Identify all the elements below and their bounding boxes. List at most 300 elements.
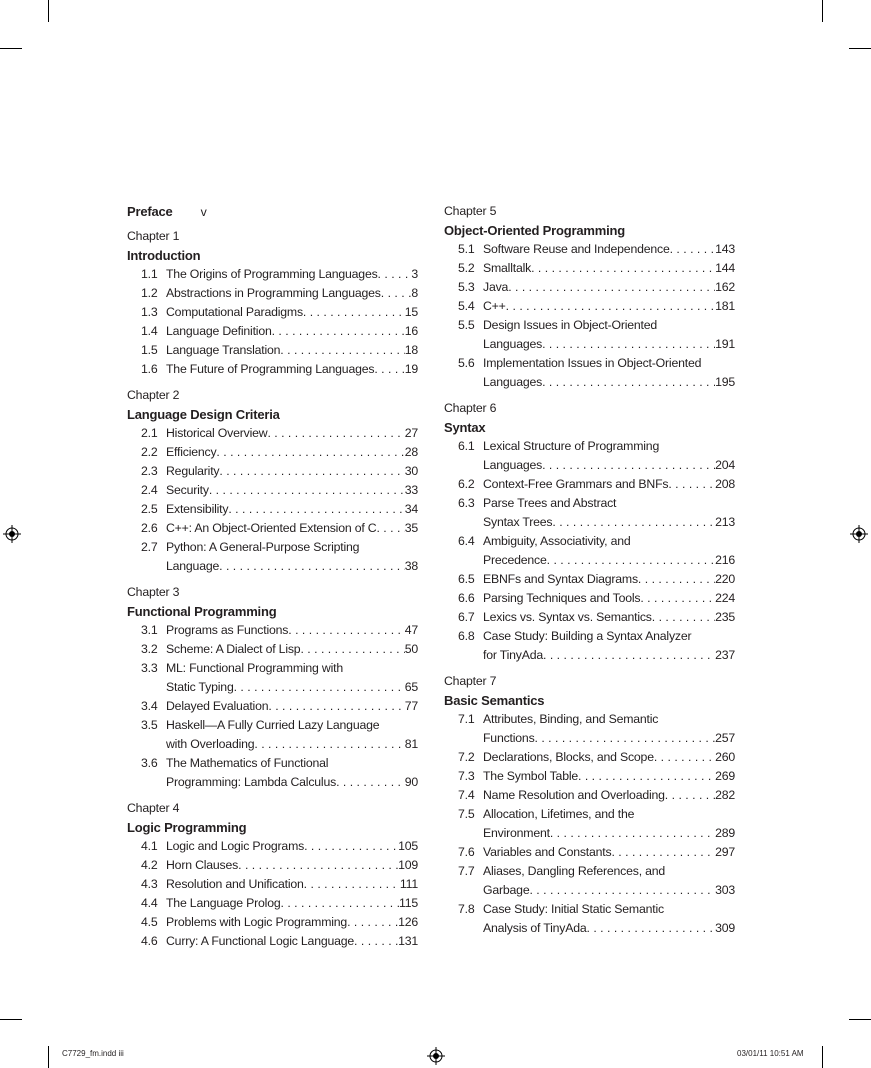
section-title-continued: Functions	[483, 731, 535, 745]
section-title: Language Translation	[166, 343, 281, 357]
toc-entry	[127, 894, 418, 913]
toc-entry-line	[141, 557, 418, 576]
dot-leader	[280, 341, 404, 360]
dot-leader	[228, 500, 404, 519]
section-number: 4.5	[141, 915, 158, 929]
section-number: 3.4	[141, 699, 158, 713]
toc-entry-line	[458, 710, 735, 729]
dot-leader	[254, 735, 404, 754]
page-number: 195	[715, 375, 735, 389]
section-title: Smalltalk	[483, 261, 532, 275]
toc-entry-line	[458, 494, 735, 513]
chapter-title: Logic Programming	[127, 820, 247, 835]
toc-entry	[127, 322, 418, 341]
section-title: The Mathematics of Functional	[166, 756, 329, 770]
toc-left-column	[127, 202, 418, 958]
toc-entry-line	[458, 646, 735, 665]
footer-timestamp: 03/01/11 10:51 AM	[737, 1049, 804, 1058]
page-number: 35	[404, 521, 418, 535]
section-number: 6.1	[458, 439, 475, 453]
dot-leader	[219, 557, 405, 576]
section-title: Logic and Logic Programs	[166, 839, 305, 853]
section-title: Scheme: A Dialect of Lisp	[166, 642, 301, 656]
section-title: Historical Overview	[166, 426, 268, 440]
page-number: 8	[411, 286, 418, 300]
dot-leader	[529, 881, 715, 900]
section-title: Context-Free Grammars and BNFs	[483, 477, 669, 491]
toc-entry-line	[141, 773, 418, 792]
chapter-block	[444, 399, 735, 665]
chapter-block	[127, 583, 418, 792]
dot-leader	[611, 843, 715, 862]
toc-entry-line	[141, 678, 418, 697]
section-title: C++: An Object-Oriented Extension of C	[166, 521, 377, 535]
toc-entry	[127, 341, 418, 360]
chapter-title: Language Design Criteria	[127, 407, 280, 422]
dot-leader	[587, 919, 716, 938]
section-title: Case Study: Building a Syntax Analyzer	[483, 629, 692, 643]
toc-entry	[444, 437, 735, 475]
toc-entry	[127, 424, 418, 443]
section-number: 1.4	[141, 324, 158, 338]
section-number: 4.1	[141, 839, 158, 853]
dot-leader	[219, 462, 404, 481]
section-title: Parse Trees and Abstract	[483, 496, 617, 510]
chapter-title: Object-Oriented Programming	[444, 223, 625, 238]
page-number: 81	[404, 737, 418, 751]
toc-entry-line	[458, 900, 735, 919]
toc-entry-line	[458, 729, 735, 748]
crop-mark	[48, 1046, 49, 1068]
dot-leader	[288, 621, 404, 640]
toc-entry	[127, 932, 418, 951]
toc-entry-line	[458, 862, 735, 881]
section-number: 5.6	[458, 356, 475, 370]
toc-entry	[444, 240, 735, 259]
toc-entry-line	[458, 881, 735, 900]
page-number: 257	[715, 731, 735, 745]
page-number: 289	[715, 826, 735, 840]
dot-leader	[378, 265, 412, 284]
section-number: 2.6	[141, 521, 158, 535]
toc-entry-line	[141, 538, 418, 557]
section-number: 2.1	[141, 426, 158, 440]
chapter-title: Introduction	[127, 248, 201, 263]
section-number: 1.3	[141, 305, 158, 319]
section-title: Variables and Constants	[483, 845, 612, 859]
dot-leader	[670, 240, 715, 259]
section-title: The Origins of Programming Languages	[166, 267, 378, 281]
section-number: 7.5	[458, 807, 475, 821]
toc-entry	[444, 862, 735, 900]
toc-entry	[444, 805, 735, 843]
toc-right-column	[444, 202, 735, 945]
dot-leader	[542, 373, 715, 392]
dot-leader	[267, 424, 404, 443]
dot-leader	[542, 456, 715, 475]
chapter-block	[127, 799, 418, 951]
chapter-title: Basic Semantics	[444, 693, 545, 708]
section-title: Regularity	[166, 464, 220, 478]
page-number: 191	[715, 337, 735, 351]
section-title: Horn Clauses	[166, 858, 239, 872]
toc-entry	[127, 303, 418, 322]
section-title: Lexics vs. Syntax vs. Semantics	[483, 610, 652, 624]
toc-entry	[127, 443, 418, 462]
section-number: 5.3	[458, 280, 475, 294]
section-number: 7.3	[458, 769, 475, 783]
section-number: 2.7	[141, 540, 158, 554]
section-number: 6.3	[458, 496, 475, 510]
toc-entry-line	[141, 659, 418, 678]
toc-entry	[127, 360, 418, 379]
toc-entry-line	[458, 532, 735, 551]
dot-leader	[272, 322, 405, 341]
crop-mark	[849, 1019, 871, 1020]
section-number: 7.6	[458, 845, 475, 859]
crop-mark	[822, 0, 823, 22]
chapter-label: Chapter 6	[444, 401, 497, 415]
preface-entry	[127, 202, 418, 221]
section-title: Extensibility	[166, 502, 229, 516]
toc-entry-line	[458, 919, 735, 938]
toc-entry	[127, 754, 418, 792]
section-number: 5.1	[458, 242, 475, 256]
toc-entry	[444, 570, 735, 589]
toc-entry	[444, 900, 735, 938]
section-title: EBNFs and Syntax Diagrams	[483, 572, 638, 586]
toc-entry	[444, 589, 735, 608]
section-number: 3.1	[141, 623, 158, 637]
dot-leader	[336, 773, 405, 792]
dot-leader	[280, 894, 399, 913]
page-number: 131	[398, 934, 418, 948]
page-number: 33	[404, 483, 418, 497]
section-title-continued: Syntax Trees	[483, 515, 553, 529]
section-number: 4.4	[141, 896, 158, 910]
toc-entry-line	[458, 456, 735, 475]
page-number: 115	[398, 896, 418, 910]
toc-entry	[127, 716, 418, 754]
section-title-continued: Analysis of TinyAda	[483, 921, 587, 935]
chapter-block	[127, 386, 418, 576]
dot-leader	[234, 678, 405, 697]
section-number: 7.8	[458, 902, 475, 916]
section-title: Programs as Functions	[166, 623, 289, 637]
toc-entry	[127, 519, 418, 538]
toc-entry-line	[458, 335, 735, 354]
toc-entry	[444, 710, 735, 748]
page-number: 204	[715, 458, 735, 472]
page-number: 15	[404, 305, 418, 319]
section-number: 2.4	[141, 483, 158, 497]
toc-entry-line	[141, 754, 418, 773]
preface-page: v	[200, 205, 207, 219]
chapter-label: Chapter 1	[127, 229, 180, 243]
section-title: Lexical Structure of Programming	[483, 439, 660, 453]
toc-entry	[444, 316, 735, 354]
section-title-continued: Precedence	[483, 553, 547, 567]
page-number: 16	[404, 324, 418, 338]
toc-entry	[127, 913, 418, 932]
dot-leader	[578, 767, 715, 786]
section-number: 6.4	[458, 534, 475, 548]
section-title: The Future of Programming Languages	[166, 362, 375, 376]
page-number: 235	[715, 610, 735, 624]
section-title: Aliases, Dangling References, and	[483, 864, 666, 878]
page-number: 109	[398, 858, 418, 872]
toc-entry	[127, 875, 418, 894]
section-number: 5.2	[458, 261, 475, 275]
section-number: 1.1	[141, 267, 158, 281]
section-title-continued: for TinyAda	[483, 648, 543, 662]
dot-leader	[531, 259, 715, 278]
section-title: Delayed Evaluation	[166, 699, 269, 713]
toc-entry	[444, 608, 735, 627]
section-number: 7.7	[458, 864, 475, 878]
toc-entry-line	[458, 824, 735, 843]
section-number: 6.7	[458, 610, 475, 624]
page-number: 65	[404, 680, 418, 694]
section-title: Language Definition	[166, 324, 272, 338]
section-title: Parsing Techniques and Tools	[483, 591, 641, 605]
dot-leader	[668, 475, 715, 494]
page-number: 260	[715, 750, 735, 764]
toc-entry-line	[458, 551, 735, 570]
section-title-continued: Garbage	[483, 883, 530, 897]
footer-file-info: C7729_fm.indd iii	[62, 1049, 124, 1058]
page-number: 105	[398, 839, 418, 853]
page-number: 34	[404, 502, 418, 516]
toc-entry-line	[458, 354, 735, 373]
page-number: 269	[715, 769, 735, 783]
dot-leader	[547, 551, 715, 570]
left-chapter-list	[127, 227, 418, 951]
section-title-continued: Languages	[483, 375, 543, 389]
section-title: ML: Functional Programming with	[166, 661, 343, 675]
toc-entry	[127, 500, 418, 519]
section-title: Curry: A Functional Logic Language	[166, 934, 355, 948]
toc-entry-line	[458, 805, 735, 824]
dot-leader	[354, 932, 398, 951]
toc-entry	[444, 494, 735, 532]
section-number: 7.2	[458, 750, 475, 764]
page-number: 30	[404, 464, 418, 478]
page-number: 282	[715, 788, 735, 802]
section-title-continued: Languages	[483, 337, 543, 351]
section-number: 5.4	[458, 299, 475, 313]
dot-leader	[506, 297, 715, 316]
toc-entry	[444, 786, 735, 805]
section-title: Abstractions in Programming Languages	[166, 286, 381, 300]
section-title: The Language Prolog	[166, 896, 281, 910]
toc-entry	[444, 627, 735, 665]
chapter-title: Functional Programming	[127, 604, 277, 619]
section-number: 4.2	[141, 858, 158, 872]
page-number: 38	[404, 559, 418, 573]
chapter-title: Syntax	[444, 420, 486, 435]
dot-leader	[347, 913, 398, 932]
chapter-block	[444, 202, 735, 392]
page-number: 213	[715, 515, 735, 529]
page-number: 50	[404, 642, 418, 656]
dot-leader	[640, 589, 715, 608]
section-number: 3.3	[141, 661, 158, 675]
section-number: 3.2	[141, 642, 158, 656]
page-number: 28	[404, 445, 418, 459]
toc-entry	[444, 297, 735, 316]
page-number: 47	[404, 623, 418, 637]
section-number: 1.2	[141, 286, 158, 300]
chapter-label: Chapter 5	[444, 204, 497, 218]
section-title: Ambiguity, Associativity, and	[483, 534, 631, 548]
section-number: 1.5	[141, 343, 158, 357]
toc-entry	[127, 640, 418, 659]
section-number: 2.5	[141, 502, 158, 516]
toc-entry	[444, 354, 735, 392]
page-number: 111	[399, 877, 418, 891]
section-number: 6.6	[458, 591, 475, 605]
toc-entry	[444, 532, 735, 570]
registration-mark-icon	[427, 1047, 445, 1065]
dot-leader	[654, 748, 715, 767]
crop-mark	[822, 1046, 823, 1068]
page-number: 143	[715, 242, 735, 256]
page-number: 144	[715, 261, 735, 275]
crop-mark	[849, 48, 871, 49]
section-number: 2.3	[141, 464, 158, 478]
crop-mark	[0, 1019, 22, 1020]
dot-leader	[665, 786, 715, 805]
section-title: Java	[483, 280, 509, 294]
section-number: 2.2	[141, 445, 158, 459]
preface-title: Preface	[127, 204, 173, 219]
section-number: 4.3	[141, 877, 158, 891]
dot-leader	[304, 837, 398, 856]
chapter-block	[127, 227, 418, 379]
chapter-label: Chapter 3	[127, 585, 180, 599]
section-title: Problems with Logic Programming	[166, 915, 348, 929]
dot-leader	[209, 481, 405, 500]
section-number: 3.5	[141, 718, 158, 732]
page-number: 224	[715, 591, 735, 605]
right-chapter-list	[444, 202, 735, 938]
dot-leader	[216, 443, 404, 462]
toc-entry-line	[141, 716, 418, 735]
dot-leader	[552, 513, 715, 532]
section-title: Python: A General-Purpose Scripting	[166, 540, 360, 554]
page-number: 3	[411, 267, 418, 281]
section-title-continued: Environment	[483, 826, 550, 840]
page-number: 220	[715, 572, 735, 586]
toc-entry	[127, 697, 418, 716]
dot-leader	[542, 335, 715, 354]
section-title-continued: with Overloading	[166, 737, 255, 751]
page-number: 181	[715, 299, 735, 313]
section-title: Declarations, Blocks, and Scope	[483, 750, 654, 764]
toc-entry-line	[458, 627, 735, 646]
section-title: Name Resolution and Overloading	[483, 788, 665, 802]
page-number: 162	[715, 280, 735, 294]
page-number: 216	[715, 553, 735, 567]
section-title: Security	[166, 483, 209, 497]
toc-entry	[127, 265, 418, 284]
page-number: 309	[715, 921, 735, 935]
chapter-label: Chapter 4	[127, 801, 180, 815]
toc-entry	[127, 837, 418, 856]
section-title-continued: Languages	[483, 458, 543, 472]
section-title: Attributes, Binding, and Semantic	[483, 712, 659, 726]
dot-leader	[376, 519, 404, 538]
section-title: Software Reuse and Independence	[483, 242, 670, 256]
toc-entry-line	[458, 373, 735, 392]
toc-entry-line	[458, 437, 735, 456]
page-number: 77	[404, 699, 418, 713]
toc-entry	[127, 462, 418, 481]
toc-entry	[127, 659, 418, 697]
section-title: Computational Paradigms	[166, 305, 303, 319]
dot-leader	[381, 284, 412, 303]
toc-entry	[444, 843, 735, 862]
section-title: Case Study: Initial Static Semantic	[483, 902, 664, 916]
toc-entry	[127, 621, 418, 640]
dot-leader	[304, 875, 400, 894]
section-number: 1.6	[141, 362, 158, 376]
page-number: 297	[715, 845, 735, 859]
section-number: 6.2	[458, 477, 475, 491]
page-number: 303	[715, 883, 735, 897]
section-title: Allocation, Lifetimes, and the	[483, 807, 635, 821]
section-number: 4.6	[141, 934, 158, 948]
section-title: Haskell—A Fully Curried Lazy Language	[166, 718, 380, 732]
chapter-label: Chapter 2	[127, 388, 180, 402]
toc-entry	[444, 475, 735, 494]
crop-mark	[48, 0, 49, 22]
section-number: 7.1	[458, 712, 475, 726]
chapter-label: Chapter 7	[444, 674, 497, 688]
section-title: Implementation Issues in Object-Oriented	[483, 356, 702, 370]
chapter-block	[444, 672, 735, 938]
dot-leader	[374, 360, 404, 379]
toc-entry	[127, 284, 418, 303]
dot-leader	[303, 303, 405, 322]
registration-mark-icon	[850, 525, 868, 543]
page-number: 90	[404, 775, 418, 789]
section-number: 6.5	[458, 572, 475, 586]
section-title: Resolution and Unification	[166, 877, 304, 891]
toc-entry	[444, 259, 735, 278]
section-number: 6.8	[458, 629, 475, 643]
dot-leader	[268, 697, 404, 716]
page-number: 208	[715, 477, 735, 491]
registration-mark-icon	[3, 525, 21, 543]
toc-entry	[127, 481, 418, 500]
toc-entry-line	[141, 735, 418, 754]
page-number: 237	[715, 648, 735, 662]
section-title: C++	[483, 299, 506, 313]
dot-leader	[550, 824, 715, 843]
section-title: Efficiency	[166, 445, 217, 459]
section-title-continued: Language	[166, 559, 220, 573]
dot-leader	[508, 278, 715, 297]
toc-entry-line	[458, 513, 735, 532]
crop-mark	[0, 48, 22, 49]
toc-entry	[127, 538, 418, 576]
toc-entry	[127, 856, 418, 875]
dot-leader	[543, 646, 715, 665]
toc-entry	[444, 748, 735, 767]
section-title-continued: Programming: Lambda Calculus	[166, 775, 337, 789]
